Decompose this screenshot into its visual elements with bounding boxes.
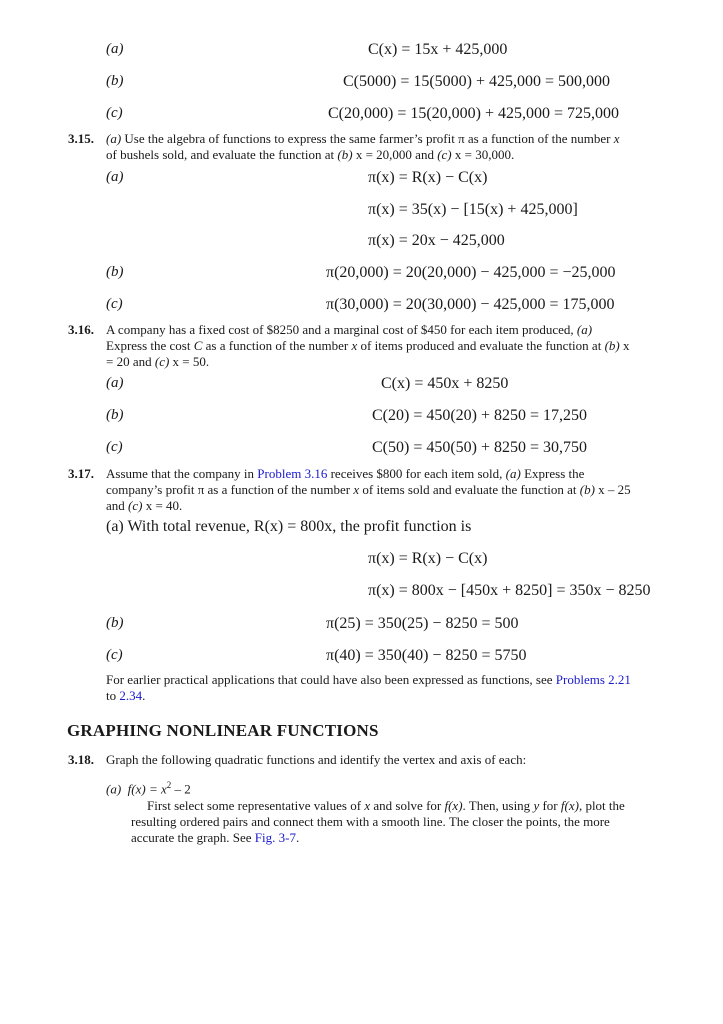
label-a: (a) [106, 169, 124, 185]
profit-intro: (a) With total revenue, R(x) = 800x, the profit function is [106, 518, 472, 535]
equation-cost-5000: C(5000) = 15(5000) + 425,000 = 500,000 [343, 73, 611, 90]
problem-statement: A company has a fixed cost of $8250 and a marginal cost of $450 for each item produced, (a) Express the cost C as a function of the number x of items produced and evaluate the function at (b) x = 20 and (c) x = 50. [106, 322, 630, 369]
equation-profit-definition: π(x) = R(x) − C(x) [368, 550, 488, 567]
problem-number: 3.16. [68, 322, 94, 337]
equation-profit-definition: π(x) = R(x) − C(x) [368, 169, 488, 186]
label-c: (c) [106, 647, 123, 663]
equation-cost-20000: C(20,000) = 15(20,000) + 425,000 = 725,000 [328, 105, 620, 122]
problems-2-21-link[interactable]: Problems 2.21 [555, 672, 631, 687]
label-b: (b) [106, 264, 124, 280]
label-c: (c) [106, 105, 123, 121]
instruction-paragraph: First select some representative values of x and solve for f(x). Then, using y for f(x), plot the resulting ordered pairs and connect them with a smooth line. The closer the points, the more accurate the graph. See Fig. 3-7. [131, 798, 625, 845]
problem-number: 3.15. [68, 131, 94, 146]
equation-cost-function: C(x) = 15x + 425,000 [368, 41, 508, 58]
label-b: (b) [106, 73, 124, 89]
equation-profit-20000: π(20,000) = 20(20,000) − 425,000 = −25,000 [326, 264, 616, 281]
section-heading: GRAPHING NONLINEAR FUNCTIONS [67, 721, 379, 740]
function-definition: (a) $f(x) = x^2 - 2$ [106, 780, 191, 797]
equation-profit-simplified: π(x) = 20x − 425,000 [368, 232, 505, 249]
label-a: (a) [106, 375, 124, 391]
equation-profit-function: π(x) = 800x − [450x + 8250] = 350x − 8250 [368, 582, 651, 599]
equation-profit-25: π(25) = 350(25) − 8250 = 500 [326, 615, 519, 632]
label-c: (c) [106, 439, 123, 455]
equation-cost-50: C(50) = 450(50) + 8250 = 30,750 [372, 439, 588, 456]
problem-number: 3.18. [68, 752, 94, 767]
equation-profit-40: π(40) = 350(40) − 8250 = 5750 [326, 647, 527, 664]
equation-profit-substitution: π(x) = 35(x) − [15(x) + 425,000] [368, 201, 578, 218]
problem-statement: Graph the following quadratic functions and identify the vertex and axis of each: [106, 752, 527, 767]
note-paragraph: For earlier practical applications that could have also been expressed as functions, see Problems 2.21 to 2.34. [106, 672, 631, 703]
equation-cost-function: C(x) = 450x + 8250 [381, 375, 509, 392]
label-c: (c) [106, 296, 123, 312]
equation-profit-30000: π(30,000) = 20(30,000) − 425,000 = 175,000 [326, 296, 615, 313]
problem-3-16-link[interactable]: Problem 3.16 [257, 466, 328, 481]
label-a: (a) [106, 41, 124, 57]
label-b: (b) [106, 615, 124, 631]
equation-cost-20: C(20) = 450(20) + 8250 = 17,250 [372, 407, 588, 424]
problem-2-34-link[interactable]: 2.34 [119, 688, 143, 703]
problem-number: 3.17. [68, 466, 94, 481]
label-b: (b) [106, 407, 124, 423]
fig-3-7-link[interactable]: Fig. 3-7 [254, 830, 296, 845]
problem-statement: (a) Use the algebra of functions to express the same farmer’s profit π as a function of the number x of bushels sold, and evaluate the function at (b) x = 20,000 and (c) x = 30,000. [106, 131, 620, 162]
problem-statement: Assume that the company in Problem 3.16 receives $800 for each item sold, (a) Express the company’s profit π as a function of the number x of items sold and evaluate the function at (b) x – 25 and (c) x = 40. [106, 466, 631, 513]
